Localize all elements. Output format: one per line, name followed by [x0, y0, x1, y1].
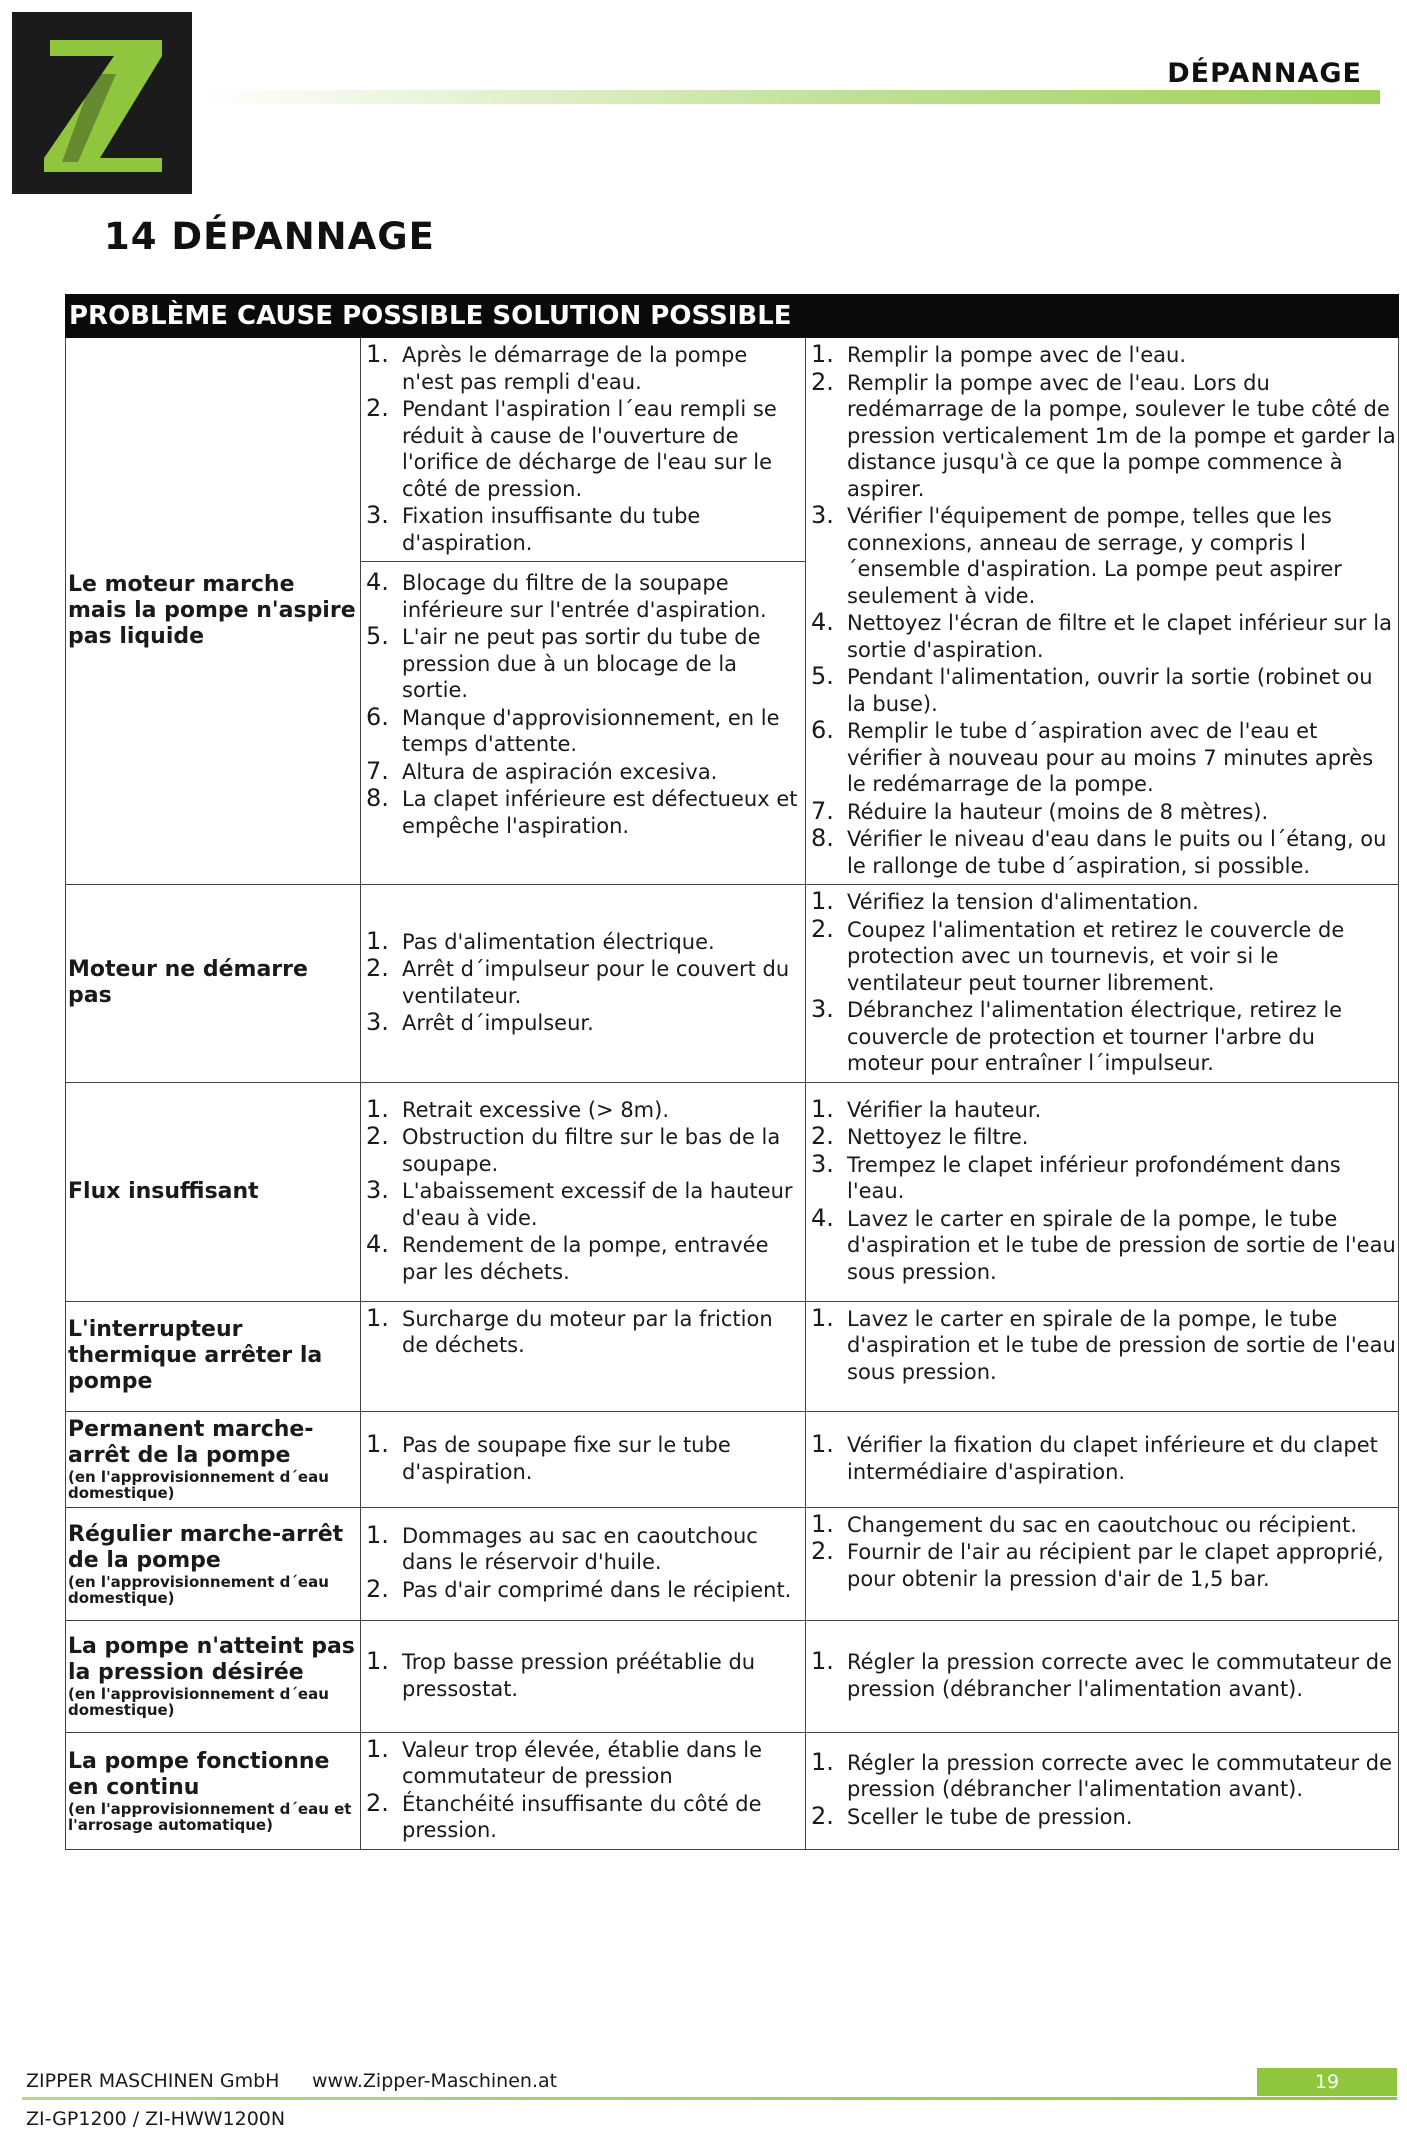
- problem-cell: [66, 1082, 361, 1301]
- cause-list: [363, 1520, 803, 1604]
- header-accent-band: [200, 90, 1380, 104]
- list-item: 1. Dommages au sac en caoutchouc dans le réservoir d'huile.: [366, 1520, 758, 1575]
- problem-cell: [66, 1732, 361, 1849]
- table-row: [66, 1620, 1399, 1732]
- list-item: 1. Vérifier la fixation du clapet inférieure et du clapet intermédiaire d'aspiration.: [811, 1430, 1378, 1484]
- table-row: [66, 1301, 1399, 1411]
- problem-text: L'interrupteur thermique arrêter la pompe: [68, 1317, 323, 1394]
- solution-cell: [806, 1507, 1399, 1620]
- list-item: 1. Vérifier la hauteur.: [811, 1094, 1042, 1123]
- problem-cell: [66, 1507, 361, 1620]
- cause-list: [363, 342, 803, 556]
- list-item: 6. Manque d'approvisionnement, en le temps d'attente.: [366, 702, 780, 756]
- list-item: 5. Pendant l'alimentation, ouvrir la sortie (robinet ou la buse).: [811, 662, 1373, 716]
- cause-cell: [361, 885, 806, 1083]
- solution-list: [808, 1747, 1396, 1831]
- list-item: 1. Surcharge du moteur par la friction de déchets.: [366, 1303, 773, 1357]
- table-row: [66, 1507, 1399, 1620]
- solution-list: [808, 1509, 1396, 1593]
- problem-note: (en l'approvisionnement d´eau domestique): [68, 1685, 329, 1719]
- solution-list: [808, 889, 1396, 1077]
- solution-list: [808, 1303, 1396, 1386]
- cause-list: [363, 926, 803, 1037]
- list-item: 5. L'air ne peut pas sortir du tube de pression due à un blocage de la sortie.: [366, 622, 761, 702]
- list-item: 8. Vérifier le niveau d'eau dans le puits ou l´étang, ou le rallonge de tube d´aspiration, si possible.: [811, 824, 1387, 878]
- solution-list: [808, 342, 1396, 879]
- cause-list: [363, 1649, 803, 1702]
- list-item: 2. Coupez l'alimentation et retirez le couvercle de protection avec un tournevis, et voir si le ventilateur peut tourner librement.: [811, 914, 1345, 995]
- table-header-row: [66, 295, 1399, 338]
- list-item: 3. Arrêt d´impulseur.: [366, 1008, 594, 1037]
- solution-cell: [806, 338, 1399, 885]
- solution-cell: [806, 1411, 1399, 1507]
- list-item: 1. Retrait excessive (> 8m).: [366, 1094, 670, 1123]
- section-title: 14 DÉPANNAGE: [104, 215, 435, 258]
- solution-cell: [806, 1620, 1399, 1732]
- table-header: PROBLÈME CAUSE POSSIBLE SOLUTION POSSIBLE: [66, 295, 1399, 338]
- cause-list: [363, 1734, 803, 1844]
- list-item: 1. Vérifiez la tension d'alimentation.: [811, 887, 1199, 915]
- list-item: 3. Trempez le clapet inférieur profondément dans l'eau.: [811, 1149, 1341, 1204]
- problem-note: (en l'approvisionnement d´eau domestique): [68, 1468, 329, 1502]
- cause-divider: [361, 561, 805, 562]
- footer-model: ZI-GP1200 / ZI-HWW1200N: [26, 2108, 286, 2130]
- cause-cell: [361, 1411, 806, 1507]
- cause-cell: [361, 1082, 806, 1301]
- cause-cell: [361, 1301, 806, 1411]
- problem-note: (en l'approvisionnement d´eau domestique): [68, 1572, 329, 1607]
- header-title: DÉPANNAGE: [1167, 58, 1362, 89]
- list-item: 2. Sceller le tube de pression.: [811, 1801, 1133, 1830]
- problem-text: La pompe n'atteint pas la pression désirée: [68, 1634, 355, 1685]
- list-item: 7. Altura de aspiración excesiva.: [366, 756, 718, 785]
- list-item: 2. Nettoyez le filtre.: [811, 1122, 1029, 1151]
- solution-list: [808, 1649, 1396, 1702]
- list-item: 1. Remplir la pompe avec de l'eau.: [811, 340, 1187, 368]
- list-item: 1. Valeur trop élevée, établie dans le commutateur de pression: [366, 1734, 763, 1788]
- footer-company: ZIPPER MASCHINEN GmbH: [26, 2070, 280, 2092]
- list-item: 1. Trop basse pression préétablie du pressostat.: [366, 1647, 756, 1701]
- cause-list: [363, 570, 803, 839]
- cause-cell: [361, 1507, 806, 1620]
- cause-list: [363, 1094, 803, 1286]
- list-item: 4. Blocage du filtre de la soupape inférieure sur l'entrée d'aspiration.: [366, 568, 767, 622]
- list-item: 1. Lavez le carter en spirale de la pompe, le tube d'aspiration et le tube de pression de sortie de l'eau sous pression.: [811, 1303, 1396, 1384]
- list-item: 2. Pendant l'aspiration l´eau rempli se réduit à cause de l'ouverture de l'orifice de décharge de l'eau sur le côté de pression.: [366, 394, 777, 501]
- list-item: 3. Débranchez l'alimentation électrique, retirez le couvercle de protection et tourner l'arbre du moteur pour entraîner l´impulseur.: [811, 995, 1343, 1075]
- problem-text: Le moteur marche mais la pompe n'aspire pas liquide: [68, 572, 356, 649]
- solution-cell: [806, 1732, 1399, 1849]
- table-row: [66, 1082, 1399, 1301]
- list-item: 4. Lavez le carter en spirale de la pompe, le tube d'aspiration et le tube de pression de sortie de l'eau sous pression.: [811, 1203, 1396, 1284]
- list-item: 2. Arrêt d´impulseur pour le couvert du ventilateur.: [366, 954, 790, 1008]
- list-item: 1. Après le démarrage de la pompe n'est pas rempli d'eau.: [366, 340, 748, 394]
- list-item: 4. Rendement de la pompe, entravée par les déchets.: [366, 1230, 769, 1284]
- list-item: 3. L'abaissement excessif de la hauteur d'eau à vide.: [366, 1176, 793, 1230]
- list-item: 1. Pas de soupape fixe sur le tube d'aspiration.: [366, 1430, 731, 1484]
- list-item: 2. Obstruction du filtre sur le bas de la soupape.: [366, 1122, 781, 1176]
- list-item: 7. Réduire la hauteur (moins de 8 mètres).: [811, 796, 1269, 825]
- problem-cell: [66, 338, 361, 885]
- list-item: 3. Vérifier l'équipement de pompe, telles que les connexions, anneau de serrage, y compris l´ensemble d'aspiration. La pompe peut aspirer seulement à vide.: [811, 501, 1342, 608]
- cause-list: [363, 1303, 803, 1359]
- problem-cell: [66, 1411, 361, 1507]
- solution-list: [808, 1094, 1396, 1286]
- cause-cell: [361, 338, 806, 885]
- list-item: 1. Régler la pression correcte avec le commutateur de pression (débrancher l'alimentation avant).: [811, 1747, 1393, 1802]
- problem-text: La pompe fonctionne en continu: [68, 1748, 330, 1800]
- problem-note: (en l'approvisionnement d´eau et l'arrosage automatique): [68, 1799, 352, 1834]
- problem-cell: [66, 1620, 361, 1732]
- solution-cell: [806, 885, 1399, 1083]
- solution-list: [808, 1432, 1396, 1485]
- list-item: 2. Fournir de l'air au récipient par le clapet approprié, pour obtenir la pression d'air de 1,5 bar.: [811, 1537, 1384, 1591]
- zipper-logo: [12, 12, 192, 194]
- problem-cell: [66, 1301, 361, 1411]
- list-item: 2. Pas d'air comprimé dans le récipient.: [366, 1574, 792, 1603]
- problem-text: Moteur ne démarre pas: [68, 957, 308, 1009]
- footer-website: www.Zipper-Maschinen.at: [312, 2070, 558, 2092]
- cause-cell: [361, 1620, 806, 1732]
- list-item: 2. Étanchéité insuffisante du côté de pression.: [366, 1788, 762, 1842]
- list-item: 2. Remplir la pompe avec de l'eau. Lors du redémarrage de la pompe, soulever le tube côté de pression verticalement 1m de la pompe et garder la distance jusqu'à ce que la pompe commence à aspirer.: [811, 367, 1396, 501]
- list-item: 4. Nettoyez l'écran de filtre et le clapet inférieur sur la sortie d'aspiration.: [811, 608, 1392, 662]
- list-item: 1. Régler la pression correcte avec le commutateur de pression (débrancher l'alimentation avant).: [811, 1647, 1393, 1701]
- list-item: 8. La clapet inférieure est défectueux et empêche l'aspiration.: [366, 784, 798, 838]
- cause-list: [363, 1432, 803, 1485]
- footer-divider: [22, 2097, 1397, 2100]
- solution-cell: [806, 1082, 1399, 1301]
- table-row: [66, 1732, 1399, 1849]
- problem-text: Régulier marche-arrêt de la pompe: [68, 1521, 344, 1573]
- cause-cell: [361, 1732, 806, 1849]
- table-row: [66, 1411, 1399, 1507]
- page-number: 19: [1257, 2068, 1397, 2096]
- problem-cell: [66, 885, 361, 1083]
- problem-text: Flux insuffisant: [68, 1178, 259, 1204]
- list-item: 6. Remplir le tube d´aspiration avec de l'eau et vérifier à nouveau pour au moins 7 minutes après le redémarrage de la pompe.: [811, 716, 1374, 796]
- problem-text: Permanent marche-arrêt de la pompe: [68, 1417, 314, 1468]
- table-row: [66, 885, 1399, 1083]
- list-item: 1. Pas d'alimentation électrique.: [366, 926, 715, 955]
- list-item: 3. Fixation insuffisante du tube d'aspiration.: [366, 501, 701, 555]
- solution-cell: [806, 1301, 1399, 1411]
- troubleshooting-table: [65, 294, 1399, 1850]
- list-item: 1. Changement du sac en caoutchouc ou récipient.: [811, 1509, 1357, 1538]
- table-row: [66, 338, 1399, 885]
